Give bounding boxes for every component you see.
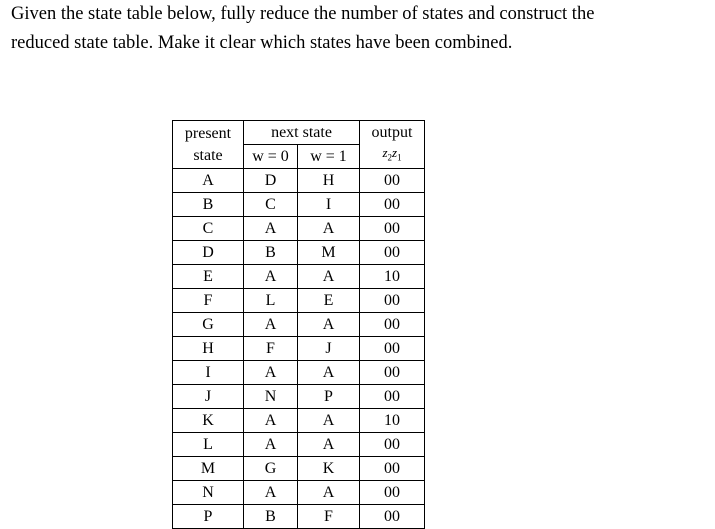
present-state-header [173, 121, 244, 169]
next-state-header: next state [244, 121, 360, 145]
next-state-w1-cell: J [298, 337, 360, 361]
z1-letter: z [392, 145, 398, 161]
output-cell: 00 [360, 481, 425, 505]
next-state-w1-cell: E [298, 289, 360, 313]
present-header-line-1: present [184, 124, 232, 142]
question-line-2: reduced state table. Make it clear which states have been combined. [11, 33, 513, 53]
next-state-w1-cell: K [298, 457, 360, 481]
present-state-cell: L [173, 433, 244, 457]
table-row [173, 241, 425, 265]
next-state-w0-cell: A [244, 433, 298, 457]
present-state-cell: E [173, 265, 244, 289]
next-state-w0-cell: F [244, 337, 298, 361]
w0-header: w = 0 [244, 145, 298, 169]
z1-subscript: 1 [397, 152, 402, 163]
present-state-cell: C [173, 217, 244, 241]
table-row [173, 457, 425, 481]
next-state-w0-cell: A [244, 481, 298, 505]
table-row [173, 337, 425, 361]
next-state-w1-cell: M [298, 241, 360, 265]
present-header-line-2: state [193, 146, 223, 164]
present-state-cell: A [173, 169, 244, 193]
present-state-cell: I [173, 361, 244, 385]
next-state-w0-cell: B [244, 505, 298, 529]
output-cell: 10 [360, 265, 425, 289]
present-state-cell: M [173, 457, 244, 481]
table-row [173, 193, 425, 217]
next-state-w0-cell: G [244, 457, 298, 481]
table-row [173, 361, 425, 385]
present-state-cell: K [173, 409, 244, 433]
table-row [173, 385, 425, 409]
next-state-w1-cell: P [298, 385, 360, 409]
z2z1-label [360, 144, 424, 167]
next-state-w0-cell: A [244, 409, 298, 433]
present-state-cell: D [173, 241, 244, 265]
z2-letter: z [382, 145, 388, 161]
output-cell: 00 [360, 217, 425, 241]
present-state-cell: H [173, 337, 244, 361]
next-state-w1-cell: A [298, 409, 360, 433]
table-row [173, 505, 425, 529]
table-row [173, 433, 425, 457]
output-cell: 00 [360, 337, 425, 361]
z2-subscript: 2 [387, 152, 392, 163]
present-state-cell: J [173, 385, 244, 409]
state-table [172, 120, 425, 529]
next-state-w1-cell: H [298, 169, 360, 193]
present-state-cell: P [173, 505, 244, 529]
question-text [11, 0, 701, 58]
next-state-w0-cell: L [244, 289, 298, 313]
next-state-w0-cell: N [244, 385, 298, 409]
question-line-1: Given the state table below, fully reduce the number of states and construct the [11, 4, 595, 24]
table-row [173, 217, 425, 241]
output-cell: 00 [360, 289, 425, 313]
output-cell: 00 [360, 241, 425, 265]
table-row [173, 481, 425, 505]
output-cell: 00 [360, 361, 425, 385]
next-state-w1-cell: F [298, 505, 360, 529]
table-row [173, 313, 425, 337]
next-state-w1-cell: A [298, 433, 360, 457]
next-state-w1-cell: A [298, 217, 360, 241]
next-state-w1-cell: A [298, 265, 360, 289]
next-state-w1-cell: A [298, 313, 360, 337]
next-state-w0-cell: C [244, 193, 298, 217]
next-state-w1-cell: I [298, 193, 360, 217]
table-row [173, 289, 425, 313]
next-state-w0-cell: A [244, 265, 298, 289]
present-state-cell: B [173, 193, 244, 217]
w1-header: w = 1 [298, 145, 360, 169]
output-cell: 00 [360, 505, 425, 529]
output-header [360, 121, 425, 169]
next-state-w0-cell: A [244, 313, 298, 337]
output-cell: 00 [360, 169, 425, 193]
header-row-1 [173, 121, 425, 145]
next-state-w0-cell: A [244, 217, 298, 241]
next-state-w0-cell: D [244, 169, 298, 193]
table-row [173, 265, 425, 289]
output-cell: 00 [360, 433, 425, 457]
present-state-cell: G [173, 313, 244, 337]
present-state-cell: F [173, 289, 244, 313]
output-cell: 00 [360, 193, 425, 217]
next-state-w1-cell: A [298, 481, 360, 505]
output-cell: 10 [360, 409, 425, 433]
output-header-label: output [371, 124, 413, 142]
table-row [173, 409, 425, 433]
next-state-w0-cell: B [244, 241, 298, 265]
present-state-cell: N [173, 481, 244, 505]
table-row [173, 169, 425, 193]
state-table-body [173, 121, 425, 529]
output-cell: 00 [360, 457, 425, 481]
next-state-w0-cell: A [244, 361, 298, 385]
next-state-w1-cell: A [298, 361, 360, 385]
output-cell: 00 [360, 385, 425, 409]
output-cell: 00 [360, 313, 425, 337]
